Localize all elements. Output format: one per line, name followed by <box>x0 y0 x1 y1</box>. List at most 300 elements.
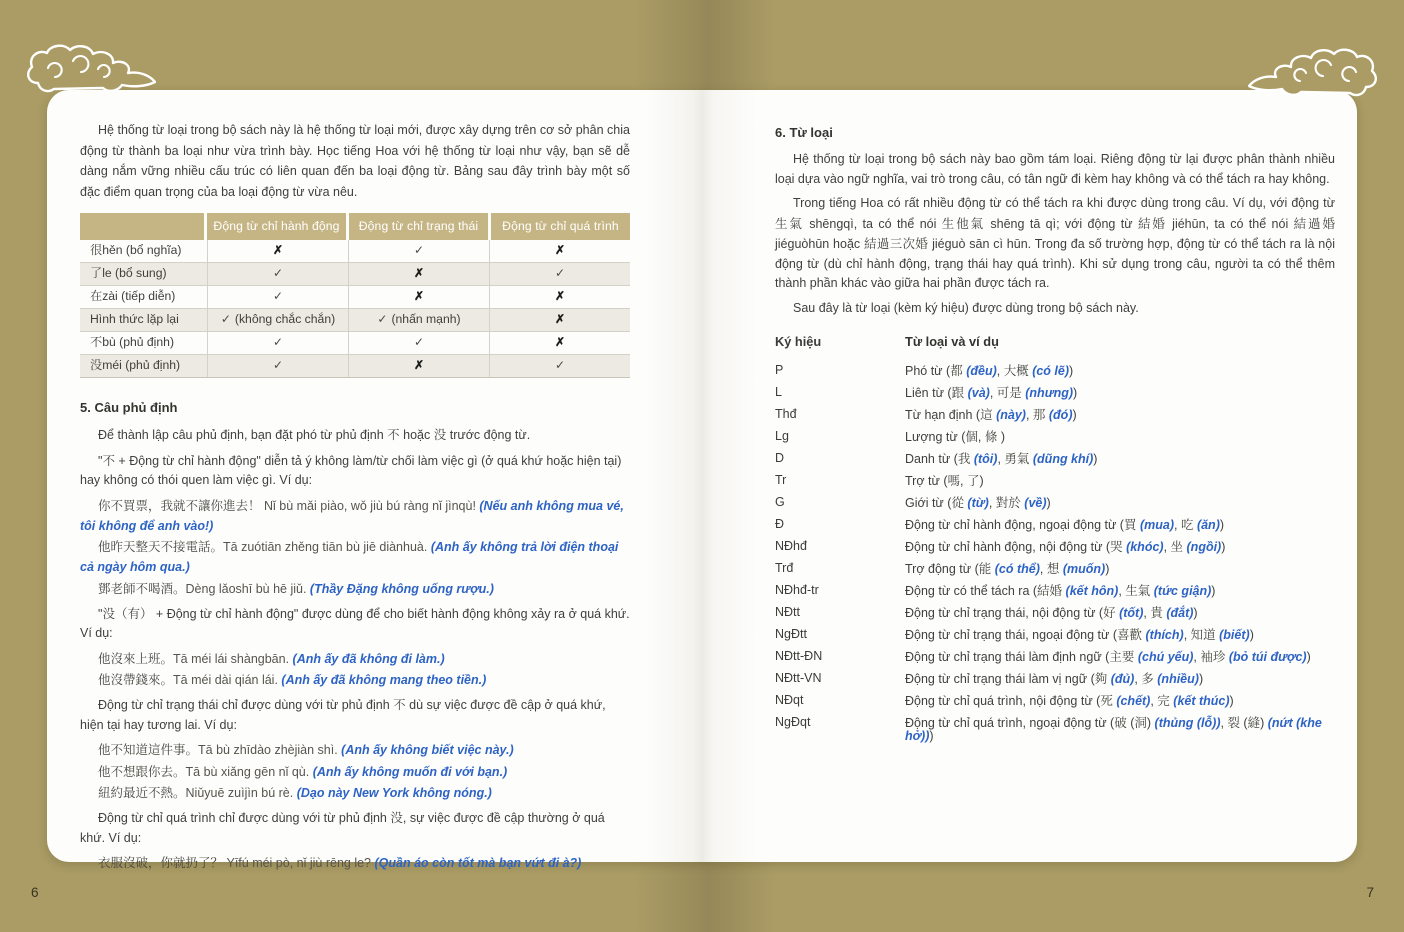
table-header-cell <box>80 213 204 240</box>
row-label <box>80 332 207 354</box>
example-line <box>80 496 630 536</box>
symbol-code: NĐhđ-tr <box>775 582 819 597</box>
chinese-text: 他不知道這件事。 <box>98 742 199 757</box>
page-number-right: 7 <box>1366 885 1374 900</box>
text-run: Phó từ ( <box>905 363 951 378</box>
chinese-text: 結過三次婚 <box>863 236 929 251</box>
text-run: Động từ có thể tách ra ( <box>905 583 1038 598</box>
symbol-row <box>775 694 1335 708</box>
symbol-code: NĐtt <box>775 604 800 619</box>
text-run: Hình thức lặp lại <box>90 312 179 327</box>
chinese-text: 結過婚 <box>1293 215 1335 231</box>
chinese-text: 主要 <box>1109 648 1135 664</box>
symbol-code: NĐqt <box>775 692 804 707</box>
vietnamese-gloss: (tức giận) <box>1150 583 1212 598</box>
text-run: Động từ chỉ quá trình, nội động từ ( <box>905 693 1101 708</box>
chinese-text: 我 <box>957 450 971 466</box>
vietnamese-gloss: (đủ) <box>1107 671 1135 686</box>
description-column-header: Từ loại và ví dụ <box>905 334 999 349</box>
chinese-text: 嗎 <box>947 472 960 488</box>
chinese-text: 坐 <box>1170 538 1184 554</box>
text-run: Lượng từ ( <box>905 429 966 444</box>
chinese-text: 袖珍 <box>1200 648 1226 664</box>
symbol-code: Tr <box>775 472 787 487</box>
table-row <box>80 332 630 355</box>
symbol-row <box>775 474 1335 488</box>
chinese-text: 生氣 <box>775 215 804 231</box>
cloud-ornament-icon <box>24 43 156 97</box>
text-run: ) <box>1229 693 1234 708</box>
page-right <box>775 123 1335 751</box>
check-icon: ✓ <box>272 358 284 373</box>
symbol-code: NĐhđ <box>775 538 807 553</box>
pinyin-text: Tā bù xiǎng gēn nǐ qù. <box>185 764 313 779</box>
symbol-row <box>775 452 1335 466</box>
chinese-text: 都 <box>950 362 963 378</box>
text-run: Trợ động từ ( <box>905 561 979 576</box>
chinese-text: 没 <box>90 358 103 373</box>
chinese-text: 不 <box>102 452 115 468</box>
text-run: ) <box>1193 605 1198 620</box>
symbol-description <box>905 694 1335 708</box>
chinese-text: 不 <box>393 697 406 712</box>
symbol-description <box>905 584 1335 598</box>
table-cell <box>489 309 630 331</box>
vietnamese-gloss: (ăn) <box>1193 517 1220 532</box>
text-run: Động từ chỉ trạng thái, nội động từ ( <box>905 605 1104 620</box>
chinese-text: 結婚 <box>1037 582 1063 598</box>
text-run: Để thành lập câu phủ định, bạn đặt phó từ phủ định <box>98 428 388 442</box>
symbol-row <box>775 430 1335 444</box>
chinese-text: 夠 <box>1094 670 1108 686</box>
chinese-text: 没 <box>433 427 447 442</box>
text-run: , <box>1143 605 1151 620</box>
text-run: , <box>1183 627 1191 642</box>
chinese-text: 對於 <box>995 494 1021 510</box>
text-run: jiéguòhūn hoặc <box>775 237 864 251</box>
symbol-code: G <box>775 494 785 509</box>
text-run: Danh từ ( <box>905 451 958 466</box>
vietnamese-gloss: (có lẽ) <box>1028 363 1070 378</box>
chinese-text: 從 <box>951 494 964 510</box>
vietnamese-gloss: (kết thúc) <box>1169 693 1230 708</box>
symbol-code: Đ <box>775 516 785 531</box>
vietnamese-gloss: (khóc) <box>1122 539 1164 554</box>
paragraph <box>80 451 630 491</box>
symbol-description <box>905 518 1335 532</box>
symbol-row <box>775 496 1335 510</box>
chinese-text: 條 <box>984 428 998 444</box>
vietnamese-gloss: (Anh ấy không muốn đi với bạn.) <box>312 764 508 779</box>
pinyin-text: Tā méi lái shàngbān. <box>173 651 293 666</box>
symbol-description <box>905 430 1335 444</box>
text-run: + Động từ chỉ hành động" được dùng để cho biết hành động không xảy ra ở quá khứ. Ví dụ: <box>80 606 630 640</box>
table-cell <box>348 355 489 377</box>
pinyin-text: Nǐ bù mǎi piào, wǒ jiù bú ràng nǐ jìnqù! <box>260 498 480 513</box>
chinese-text: 喜歡 <box>1117 626 1143 642</box>
text-run: , <box>977 429 985 444</box>
symbol-description <box>905 474 1335 488</box>
example-line <box>80 762 630 782</box>
text-run: bù (phủ định) <box>102 335 175 350</box>
vietnamese-gloss: (thủng (lỗ)) <box>1154 715 1221 730</box>
page-gutter <box>647 90 757 862</box>
symbol-row <box>775 562 1335 576</box>
chinese-text: 縫 <box>1247 714 1261 730</box>
symbol-row <box>775 518 1335 532</box>
table-cell <box>207 332 348 354</box>
symbol-code: NgĐqt <box>775 714 811 729</box>
symbol-description <box>905 606 1335 620</box>
chinese-text: 死 <box>1100 692 1113 708</box>
vietnamese-gloss: (chú yếu) <box>1134 649 1194 664</box>
text-run: , <box>1118 583 1126 598</box>
paragraph <box>775 194 1335 294</box>
chinese-text: 没 <box>390 810 403 825</box>
text-run: jiéguò sān cì hūn. Trong đa số trường hợp, động từ có thể tách ra là nội động từ (dù chỉ hành động, trạng thái hay quá trình). Khi sử dụng trong câu, người ta có thể thêm thành phần khác vào giữa hai phần được tách ra. <box>775 237 1335 290</box>
vietnamese-gloss: (muốn) <box>1059 561 1106 576</box>
paragraph <box>775 299 1335 319</box>
text-run: , <box>996 363 1004 378</box>
symbol-row <box>775 364 1335 378</box>
chinese-text: 他不想跟你去。 <box>98 763 186 779</box>
text-run: , <box>1174 517 1181 532</box>
vietnamese-gloss: (dũng khí) <box>1029 451 1094 466</box>
cross-icon: ✗ <box>554 335 566 350</box>
symbol-description <box>905 386 1335 400</box>
table-cell <box>207 240 348 262</box>
table-cell <box>489 355 630 377</box>
check-icon: ✓ <box>272 266 284 281</box>
table-cell <box>348 240 489 262</box>
chinese-text: 不 <box>90 335 103 350</box>
text-run: ) <box>1219 517 1225 532</box>
text-run: , <box>1150 693 1158 708</box>
pinyin-text: Tā zuótiān zhěng tiān bù jiē diànhuà. <box>223 540 431 554</box>
text-run: ) <box>1221 539 1226 554</box>
check-icon: ✓ <box>554 266 566 281</box>
text-run: ) <box>1198 671 1204 686</box>
table-header-cell: Động từ chỉ hành động <box>207 213 346 240</box>
example-line <box>80 579 630 599</box>
vietnamese-gloss: (mua) <box>1136 517 1174 532</box>
text-run: ) <box>1249 627 1254 642</box>
chinese-text: 好 <box>1103 604 1116 620</box>
vietnamese-gloss: (nhiều) <box>1153 671 1199 686</box>
symbol-description <box>905 650 1335 664</box>
chinese-text: 吃 <box>1180 516 1194 532</box>
chinese-text: 洞 <box>1134 714 1147 730</box>
section-heading-negation: 5. Câu phủ định <box>80 400 178 415</box>
text-run: ( <box>1239 715 1248 730</box>
chinese-text: 很 <box>90 243 103 258</box>
chinese-text: 没（有） <box>102 605 153 621</box>
vietnamese-gloss: (biết) <box>1215 627 1250 642</box>
text-run: hoặc <box>399 428 434 442</box>
text-run: shēng tā qì; với động từ <box>985 216 1138 231</box>
row-label <box>80 286 207 308</box>
chinese-text: 裂 <box>1227 714 1240 730</box>
example-line <box>80 670 630 690</box>
chinese-text: 這 <box>980 406 993 422</box>
vietnamese-gloss: (Nếu anh không mua vé, tôi không để anh vào!) <box>80 498 624 533</box>
symbol-row <box>775 672 1335 686</box>
text-run: ) <box>1073 385 1078 400</box>
text-run: , <box>960 473 967 488</box>
chinese-text: 能 <box>978 560 992 576</box>
pinyin-text: Tā bù zhīdào zhèjiàn shì. <box>198 743 342 757</box>
chinese-text: 完 <box>1157 692 1170 708</box>
vietnamese-gloss: (thích) <box>1142 627 1184 642</box>
pinyin-text: Tā méi dài qián lái. <box>173 673 282 687</box>
text-run: Động từ chỉ trạng thái, ngoại động từ ( <box>905 627 1117 642</box>
cross-icon: ✗ <box>413 266 425 281</box>
text-run: Từ hạn định ( <box>905 407 981 422</box>
pinyin-text: Yīfú méi pò, nǐ jiù rēng le? <box>223 856 375 870</box>
vietnamese-gloss: (đắt) <box>1162 605 1194 620</box>
chinese-text: 跟 <box>951 384 965 400</box>
symbol-code: L <box>775 384 782 399</box>
symbol-column-header: Ký hiệu <box>775 334 822 349</box>
row-label <box>80 355 207 377</box>
table-row <box>80 355 630 378</box>
cross-icon: ✗ <box>413 289 425 304</box>
symbol-description <box>905 452 1335 466</box>
table-row <box>80 309 630 332</box>
text-run: Trong tiếng Hoa có rất nhiều động từ có thể tách ra khi được dùng trong câu. Ví dụ, với động từ <box>793 196 1335 210</box>
text-run: Động từ chỉ quá trình chỉ được dùng với từ phủ định <box>98 811 391 825</box>
text-run: méi (phủ định) <box>102 358 181 373</box>
check-icon: ✓ <box>377 312 388 327</box>
cell-note: (nhấn mạnh) <box>391 312 461 327</box>
text-run: Động từ chỉ trạng thái làm vị ngữ ( <box>905 671 1095 686</box>
chinese-text: 勇氣 <box>1004 450 1030 466</box>
vietnamese-gloss: (tốt) <box>1115 605 1144 620</box>
symbol-row <box>775 606 1335 620</box>
vietnamese-gloss: (bỏ túi được) <box>1225 649 1307 664</box>
text-run: , <box>1220 715 1228 730</box>
check-icon: ✓ <box>272 289 284 304</box>
check-icon: ✓ <box>554 358 566 373</box>
vietnamese-gloss: (nhưng) <box>1021 385 1074 400</box>
verb-table-header <box>80 213 630 240</box>
symbol-description <box>905 540 1335 554</box>
text-run: + Động từ chỉ hành động" diễn tả ý không làm/từ chối làm việc gì (ở quá khứ hoặc hiện tại) hay không có thói quen làm việc gì. Ví dụ: <box>80 453 622 487</box>
symbol-row <box>775 584 1335 598</box>
symbol-description <box>905 496 1335 510</box>
page-number-left: 6 <box>31 885 39 900</box>
table-row <box>80 263 630 286</box>
symbol-code: P <box>775 362 784 377</box>
text-run: Giới từ ( <box>905 495 952 510</box>
chinese-text: 他沒帶錢來。 <box>98 672 174 687</box>
symbol-row <box>775 386 1335 400</box>
chinese-text: 破 <box>1114 714 1127 730</box>
text-run: Động từ chỉ trạng thái chỉ được dùng với từ phủ định <box>98 698 394 712</box>
paragraph <box>80 808 630 848</box>
example-line <box>80 740 630 760</box>
text-run: ) <box>979 473 984 488</box>
table-header-cell: Động từ chỉ trạng thái <box>349 213 488 240</box>
text-run: jiéhūn, ta có thể nói <box>1166 216 1294 231</box>
text-run: Động từ chỉ hành động, ngoại động từ ( <box>905 517 1124 532</box>
symbol-description <box>905 562 1335 576</box>
text-run: ) <box>1260 715 1268 730</box>
text-run: Sau đây là từ loại (kèm ký hiệu) được dùng trong bộ sách này. <box>793 300 1139 315</box>
pinyin-text: Niǔyuē zuìjìn bú rè. <box>185 786 297 800</box>
chinese-text: 你不買票，我就不讓你進去！ <box>98 497 261 513</box>
chinese-text: 知道 <box>1190 626 1216 642</box>
vietnamese-gloss: (này) <box>992 407 1026 422</box>
vietnamese-gloss: (Anh ấy đã không đi làm.) <box>292 651 445 666</box>
text-run: Động từ chỉ trạng thái làm định ngữ ( <box>905 649 1110 664</box>
vietnamese-gloss: (và) <box>964 385 990 400</box>
chinese-text: 在 <box>90 289 103 304</box>
text-run: Liên từ ( <box>905 385 952 400</box>
check-icon: ✓ <box>272 335 284 350</box>
table-cell <box>489 240 630 262</box>
table-cell <box>207 355 348 377</box>
symbol-code: NĐtt-ĐN <box>775 648 823 663</box>
text-run: , <box>1134 671 1142 686</box>
check-icon: ✓ <box>413 243 425 258</box>
vietnamese-gloss: (Quần áo còn tốt mà bạn vứt đi à?) <box>374 856 582 870</box>
vietnamese-gloss: (Thầy Đặng không uống rượu.) <box>309 581 494 596</box>
pinyin-text: Dèng lǎoshī bù hē jiǔ. <box>185 581 310 596</box>
row-label <box>80 309 207 331</box>
chinese-text: 生他氣 <box>941 215 986 231</box>
example-line <box>80 783 630 803</box>
table-cell <box>489 286 630 308</box>
text-run: , <box>988 495 996 510</box>
chinese-text: 鄧老師不喝酒。 <box>98 580 186 596</box>
vietnamese-gloss: (Dạo này New York không nóng.) <box>296 786 492 800</box>
section-heading-tuloai: 6. Từ loại <box>775 125 833 140</box>
chinese-text: 衣服沒破，你就扔了？ <box>98 855 224 870</box>
symbol-row <box>775 628 1335 642</box>
table-cell <box>348 286 489 308</box>
table-cell <box>207 263 348 285</box>
vietnamese-gloss: (về) <box>1020 495 1047 510</box>
intro-paragraph: Hệ thống từ loại trong bộ sách này là hệ thống từ loại mới, được xây dựng trên cơ sở phân chia động từ thành ba loại như vừa trình bày. Học tiếng Hoa với hệ thống từ loại như vậy, bạn sẽ dễ dàng nắm vững nhiều cấu trúc có liên quan đến ba loại động từ. Bảng sau đây trình bày một số đặc điểm quan trọng của ba loại động từ vừa nêu. <box>80 123 630 199</box>
table-cell <box>348 309 489 331</box>
symbol-code: D <box>775 450 785 465</box>
text-run: ) <box>1146 715 1155 730</box>
cell-note: (không chắc chắn) <box>234 312 336 327</box>
vietnamese-gloss: (đều) <box>962 363 997 378</box>
symbol-code: NĐtt-VN <box>775 670 822 685</box>
table-cell <box>207 286 348 308</box>
table-cell <box>348 332 489 354</box>
vietnamese-gloss: (từ) <box>963 495 989 510</box>
chinese-text: 可是 <box>996 384 1022 400</box>
symbol-table-header <box>775 332 1335 352</box>
vietnamese-gloss: (tôi) <box>970 451 998 466</box>
chinese-text: 紐約最近不熱。 <box>98 785 186 800</box>
table-row <box>80 286 630 309</box>
table-cell <box>489 332 630 354</box>
table-cell <box>489 263 630 285</box>
check-icon: ✓ <box>220 312 231 327</box>
vietnamese-gloss: (kết hôn) <box>1062 583 1119 598</box>
chinese-text: 個 <box>965 428 978 444</box>
text-run: , <box>1163 539 1171 554</box>
text-run: Động từ chỉ hành động, nội động từ ( <box>905 539 1111 554</box>
symbol-code: Thđ <box>775 406 797 421</box>
row-label <box>80 263 207 285</box>
symbol-list <box>775 364 1335 744</box>
cross-icon: ✗ <box>554 312 566 327</box>
table-cell <box>207 309 348 331</box>
text-run: dù sự việc được đề cập ở quá khứ, hiện tại hay tương lai. Ví dụ: <box>80 698 606 732</box>
paragraph <box>80 695 630 735</box>
tuloai-paragraphs <box>775 150 1335 318</box>
symbol-description <box>905 408 1335 422</box>
chinese-text: 他沒來上班。 <box>98 650 174 666</box>
text-run: ( <box>1126 715 1135 730</box>
chinese-text: 結婚 <box>1137 215 1167 231</box>
example-line <box>80 537 630 577</box>
text-run: ) <box>1211 583 1216 598</box>
chinese-text: 貴 <box>1150 604 1163 620</box>
chinese-text: 想 <box>1046 560 1060 576</box>
paragraph <box>80 604 630 644</box>
text-run: zài (tiếp diễn) <box>102 289 176 304</box>
example-line <box>80 853 630 873</box>
text-run: ) <box>1306 649 1311 664</box>
verb-properties-table <box>80 213 630 378</box>
vietnamese-gloss: (đó) <box>1045 407 1073 422</box>
table-cell <box>348 263 489 285</box>
symbol-code: NgĐtt <box>775 626 807 641</box>
symbol-code: Lg <box>775 428 789 443</box>
chinese-text: 大概 <box>1003 362 1029 378</box>
paragraph <box>775 150 1335 189</box>
chinese-text: 那 <box>1032 406 1046 422</box>
text-run: , <box>1039 561 1047 576</box>
symbol-description <box>905 672 1335 686</box>
text-run: ) <box>1072 407 1077 422</box>
text-run: hěn (bổ nghĩa) <box>102 243 182 258</box>
text-run: ) <box>1093 451 1098 466</box>
chinese-text: 了 <box>90 266 103 281</box>
page-left <box>80 120 630 875</box>
chinese-text: 他昨天整天不接電話。 <box>98 539 224 554</box>
check-icon: ✓ <box>413 335 425 350</box>
symbol-row <box>775 408 1335 422</box>
text-run: ) <box>997 429 1005 444</box>
text-run: Trợ từ ( <box>905 473 948 488</box>
symbol-description <box>905 628 1335 642</box>
row-label <box>80 240 207 262</box>
vietnamese-gloss: (Anh ấy đã không mang theo tiền.) <box>281 673 487 687</box>
vietnamese-gloss: (Anh ấy không trả lời điện thoại cả ngày hôm qua.) <box>80 540 619 574</box>
text-run: Hệ thống từ loại trong bộ sách này bao gồm tám loại. Riêng động từ lại được phân thành nhiều loại dựa vào ngữ nghĩa, vai trò trong câu, có tân ngữ đi kèm hay không và có thể tách ra hay không. <box>775 152 1335 186</box>
text-run: " <box>98 453 103 468</box>
symbol-row <box>775 540 1335 554</box>
cross-icon: ✗ <box>272 243 284 258</box>
text-run: Động từ chỉ quá trình, ngoại động từ ( <box>905 715 1115 730</box>
table-row <box>80 240 630 263</box>
cross-icon: ✗ <box>554 289 566 304</box>
text-run: ) <box>1105 561 1110 576</box>
text-run: shēngqì, ta có thể nói <box>803 216 942 231</box>
cross-icon: ✗ <box>413 358 425 373</box>
vietnamese-gloss: (có thể) <box>991 561 1040 576</box>
text-run: trước động từ. <box>446 428 531 442</box>
text-run: le (bổ sung) <box>102 266 167 281</box>
symbol-description <box>905 364 1335 378</box>
